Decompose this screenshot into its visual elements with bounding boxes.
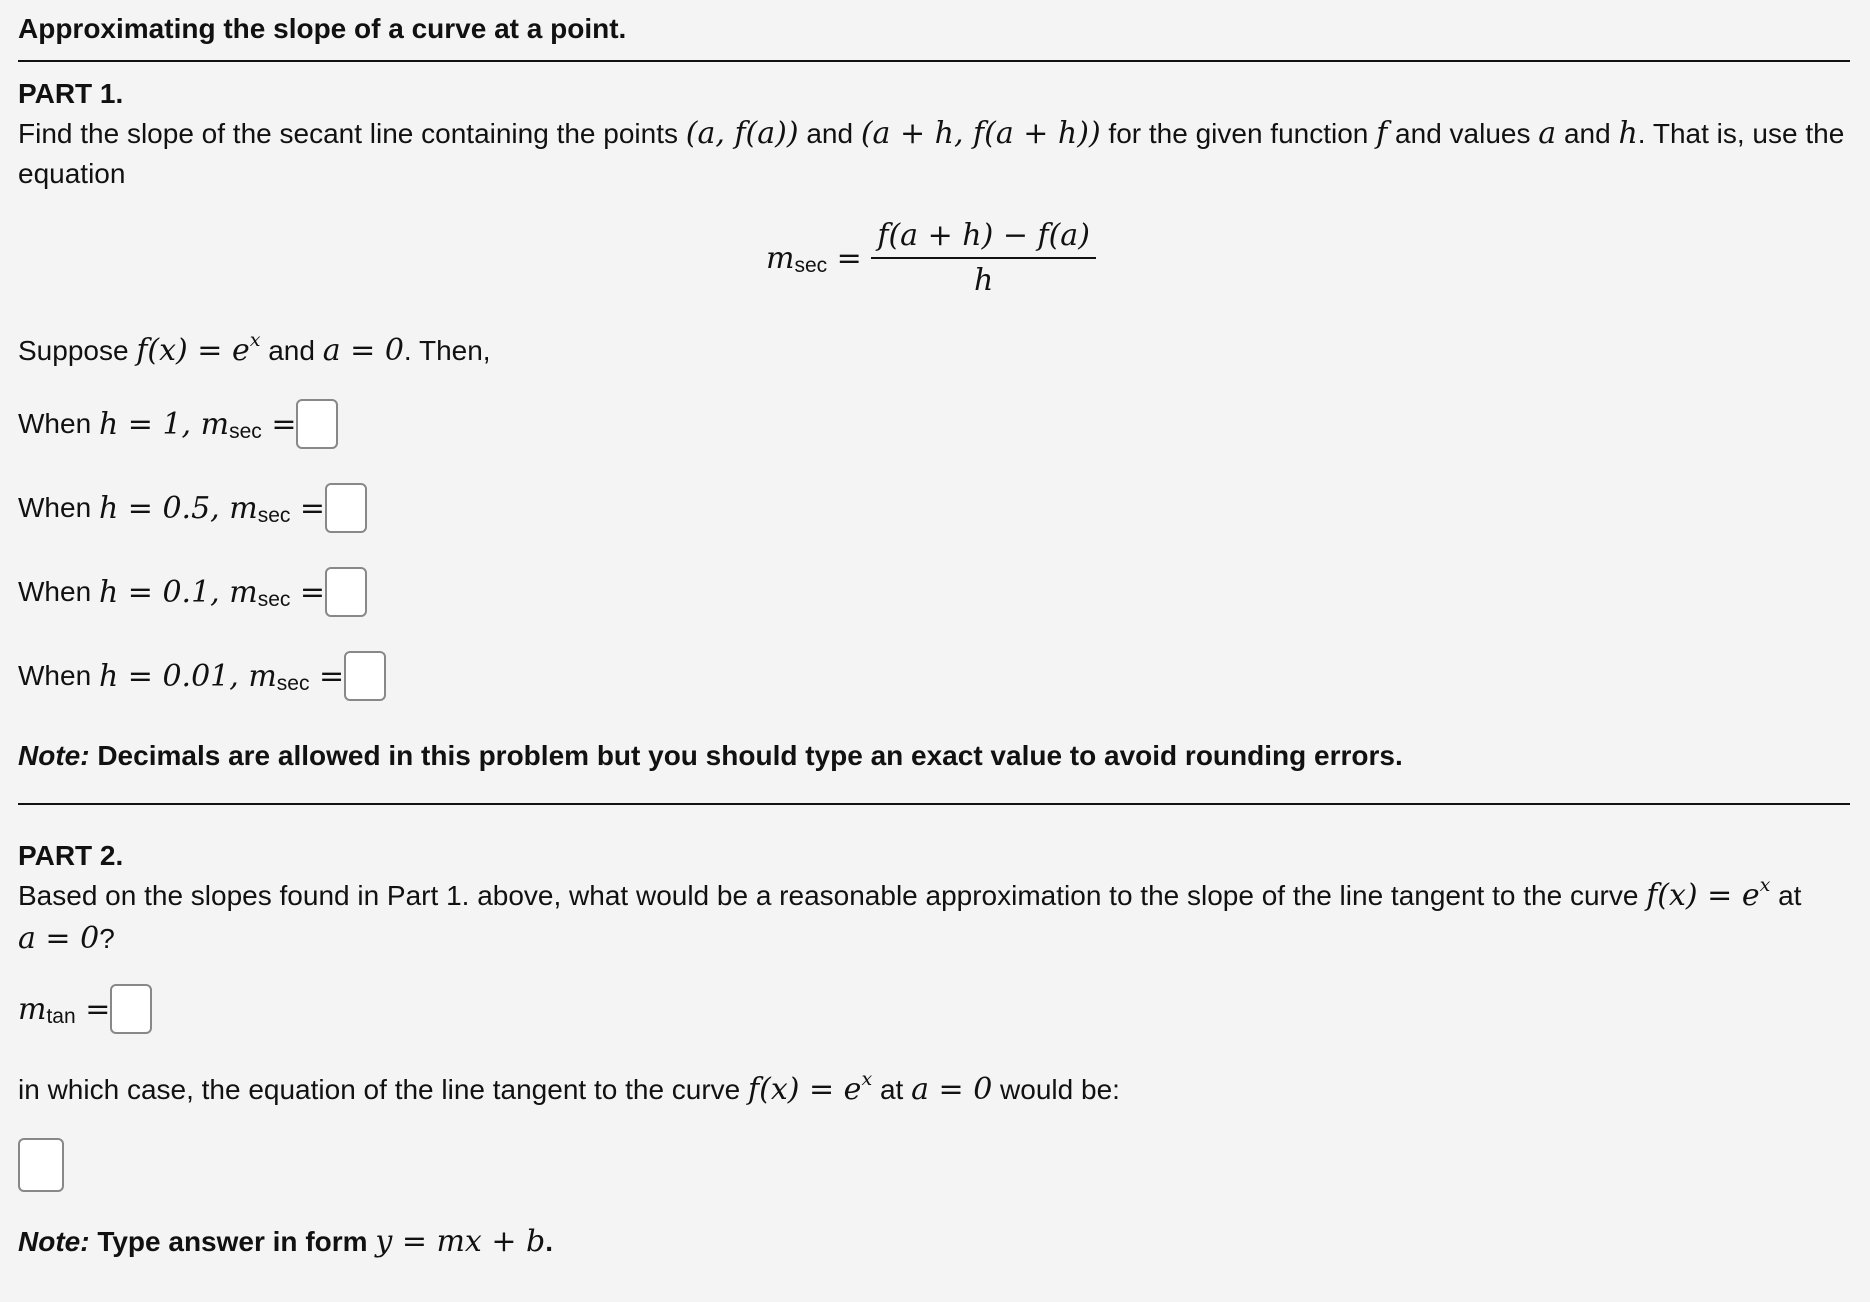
part1-note xyxy=(18,740,1403,772)
mtan-eq: = xyxy=(75,991,111,1027)
row-m: m xyxy=(248,658,277,694)
formula-denominator: h xyxy=(973,263,994,298)
row-h-expr: h = 0.5, xyxy=(98,490,230,526)
suppose-line xyxy=(18,329,491,368)
question-text: ? xyxy=(99,923,115,954)
note-end: . xyxy=(545,1226,554,1257)
row-h-1 xyxy=(18,399,338,449)
instruction-text: Find the slope of the secant line containing the points xyxy=(18,118,686,149)
part1-instruction xyxy=(18,114,1850,194)
mtan-label: m xyxy=(18,991,47,1027)
note-label: Note: xyxy=(18,1226,90,1257)
part2-heading: PART 2. xyxy=(18,840,124,871)
question-text: at xyxy=(1770,880,1802,911)
formula-lhs: m xyxy=(766,240,795,276)
answer-input-h-0-01[interactable] xyxy=(344,651,386,701)
row-m: m xyxy=(200,406,230,442)
function-exponent: x xyxy=(861,1068,873,1090)
row-prefix: When xyxy=(18,576,99,607)
row-eq: = xyxy=(309,658,345,694)
secant-formula xyxy=(766,218,1096,298)
point-a-fa: (a, f(a)) xyxy=(685,116,799,151)
tangent-text: in which case, the equation of the line tangent to the curve xyxy=(18,1074,749,1105)
part2-question xyxy=(18,876,1850,959)
note-label: Note: xyxy=(18,740,90,771)
row-h-0-01 xyxy=(18,651,386,701)
a-value: a = 0 xyxy=(322,333,404,368)
mtan-row xyxy=(18,984,152,1034)
value-h: h xyxy=(1618,116,1638,151)
answer-input-h-0-5[interactable] xyxy=(325,483,367,533)
tangent-text: at xyxy=(872,1074,912,1105)
row-m-sub: sec xyxy=(276,672,310,695)
note-text: Decimals are allowed in this problem but you should type an exact value to avoid rounding errors. xyxy=(89,740,1403,771)
row-eq: = xyxy=(290,490,326,526)
function-def: f(x) = e xyxy=(748,1072,862,1107)
suppose-text: and xyxy=(260,335,323,366)
tangent-line-prompt xyxy=(18,1068,1120,1107)
function-def: f(x) = e xyxy=(1646,878,1760,913)
instruction-text: and values xyxy=(1387,118,1539,149)
instruction-text: and xyxy=(798,118,861,149)
instruction-text: and xyxy=(1556,118,1619,149)
row-h-expr: h = 0.01, xyxy=(98,658,249,694)
formula-fraction xyxy=(871,218,1096,298)
a-value: a = 0 xyxy=(911,1072,993,1107)
row-prefix: When xyxy=(18,492,99,523)
row-eq: = xyxy=(290,574,326,610)
formula-eq: = xyxy=(827,240,872,276)
answer-input-h-0-1[interactable] xyxy=(325,567,367,617)
suppose-text: . Then, xyxy=(403,335,491,366)
row-m-sub: sec xyxy=(229,420,262,443)
instruction-text: for the given function xyxy=(1100,118,1377,149)
row-m-sub: sec xyxy=(257,588,291,611)
value-a: a xyxy=(1538,116,1557,151)
part1-heading: PART 1. xyxy=(18,78,124,109)
row-prefix: When xyxy=(18,660,99,691)
question-text: Based on the slopes found in Part 1. above, what would be a reasonable approximation to the slope of the line tangent to the curve xyxy=(18,880,1647,911)
function-exponent: x xyxy=(1759,874,1771,896)
row-m: m xyxy=(229,490,258,526)
formula-numerator: f(a + h) − f(a) xyxy=(877,218,1090,253)
instruction-text: . That is, use the equation xyxy=(18,118,1845,189)
answer-input-h-1[interactable] xyxy=(296,399,338,449)
part2-note xyxy=(18,1224,553,1259)
tangent-text: would be: xyxy=(992,1074,1120,1105)
function-exponent: x xyxy=(249,329,261,351)
mtan-sub: tan xyxy=(46,1005,76,1028)
row-m: m xyxy=(229,574,258,610)
point-ah-fah: (a + h, f(a + h)) xyxy=(860,116,1101,151)
part-divider xyxy=(18,803,1850,805)
note-text: Type answer in form xyxy=(89,1226,376,1257)
tangent-answer-row xyxy=(18,1138,64,1192)
a-value: a = 0 xyxy=(18,921,100,956)
title-divider xyxy=(18,60,1850,62)
row-prefix: When xyxy=(18,408,99,439)
row-h-0-5 xyxy=(18,483,367,533)
page-title: Approximating the slope of a curve at a point. xyxy=(18,13,627,44)
row-h-expr: h = 0.1, xyxy=(98,574,230,610)
row-h-expr: h = 1, xyxy=(98,406,201,442)
answer-input-tangent-line[interactable] xyxy=(18,1138,64,1192)
note-form: y = mx + b xyxy=(375,1224,546,1259)
function-f: f xyxy=(1376,116,1388,151)
row-m-sub: sec xyxy=(257,504,291,527)
row-h-0-1 xyxy=(18,567,367,617)
formula-lhs-sub: sec xyxy=(794,254,828,277)
row-eq: = xyxy=(261,406,297,442)
function-def: f(x) = e xyxy=(136,333,250,368)
suppose-text: Suppose xyxy=(18,335,137,366)
answer-input-mtan[interactable] xyxy=(110,984,152,1034)
